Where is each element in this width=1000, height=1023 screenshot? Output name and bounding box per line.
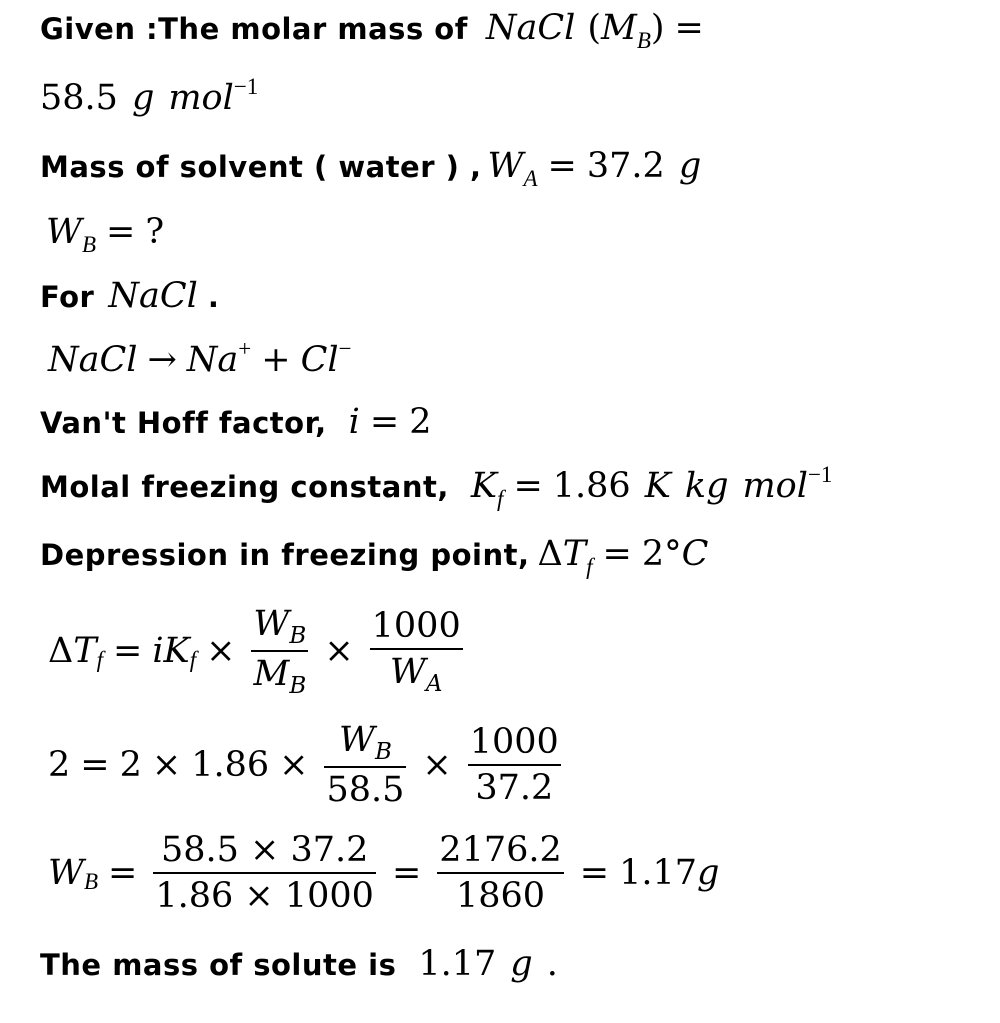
- 1000-over-37.2: $\frac{1000}{37.2}$: [469, 722, 559, 808]
- given-molar-mass-line: Given :The molar mass of NaCl ( M B ) =: [40, 8, 704, 53]
- kf-line: Molal freezing constant, K f = 1.86 K kg mol −1: [40, 462, 833, 511]
- wb-result-equation: W B = $\frac{58.5 \times 37.2}{1.86 \times 1000}$ = $\frac{2176.2}{1860}$ = 1.17 g: [48, 830, 720, 916]
- wb-over-58.5: $\frac{W_B}{58.5}$: [326, 720, 405, 810]
- nacl-symbol: NaCl: [485, 8, 576, 48]
- freezing-formula: Δ T f = iK f × $\frac{W_B}{M_B}$ × $\frac{1000}{W_A}$: [48, 604, 461, 699]
- substitution-equation: 2 = 2 × 1.86 × $\frac{W_B}{58.5}$ × $\frac{1000}{37.2}$: [48, 720, 559, 810]
- depression-line: Depression in freezing point, Δ T f = 2° C: [40, 534, 709, 579]
- kf-label: Molal freezing constant,: [40, 470, 449, 504]
- for-nacl-line: For NaCl .: [40, 276, 220, 316]
- simplified-fraction: $\frac{2176.2}{1860}$: [439, 830, 562, 916]
- dissociation-equation: NaCl → Na + + Cl −: [48, 336, 352, 380]
- 1000-over-wa: $\frac{1000}{W_A}$: [371, 606, 461, 697]
- conclusion-line: The mass of solute is 1.17 g .: [40, 944, 558, 984]
- solvent-mass-line: Mass of solvent ( water ) , W A = 37.2 g: [40, 146, 702, 191]
- vant-hoff-line: Van't Hoff factor, i = 2: [40, 402, 432, 442]
- conclusion-label: The mass of solute is: [40, 948, 397, 982]
- depression-label: Depression in freezing point,: [40, 538, 530, 572]
- wb-over-mb: $\frac{W_B}{M_B}$: [253, 604, 307, 699]
- vant-hoff-label: Van't Hoff factor,: [40, 406, 327, 440]
- for-label: For: [40, 280, 95, 314]
- solvent-label: Mass of solvent ( water ) ,: [40, 150, 482, 184]
- molar-mass-value: 58.5 g mol −1: [40, 74, 259, 118]
- given-label: Given :The molar mass of: [40, 12, 468, 46]
- wb-unknown: W B = ?: [46, 212, 165, 257]
- product-fraction: $\frac{58.5 \times 37.2}{1.86 \times 1000}$: [155, 830, 374, 916]
